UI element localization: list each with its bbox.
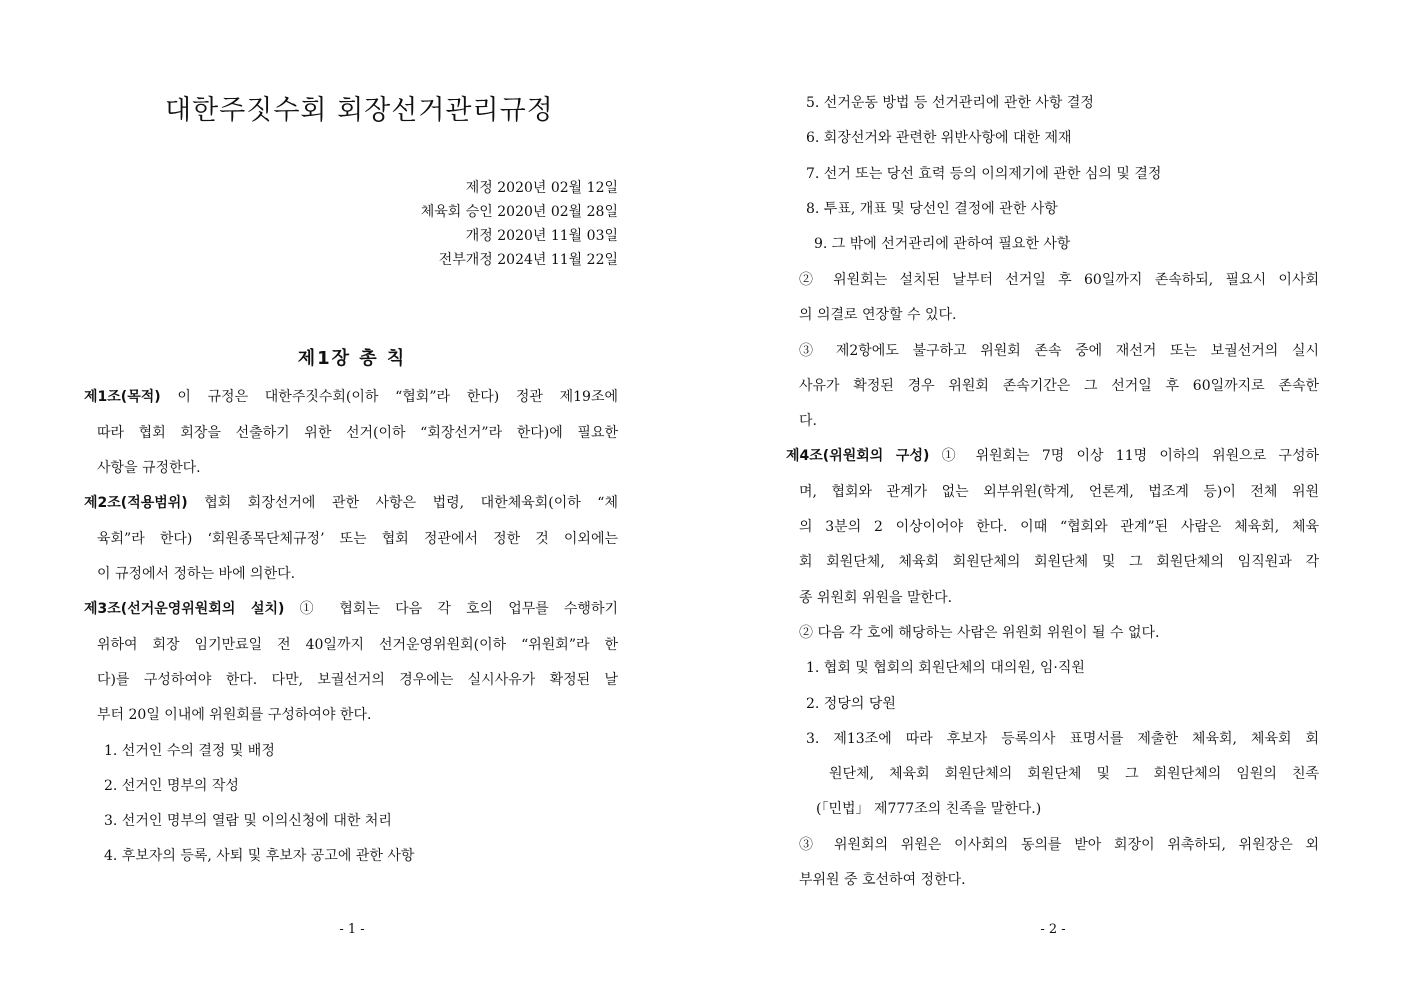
- article-4-para-3-line-2: 부위원 중 호선하여 정한다.: [799, 872, 966, 888]
- article-4-item-1: 1. 협회 및 협회의 회원단체의 대의원, 임·직원: [806, 660, 1085, 676]
- article-3-item-7: 7. 선거 또는 당선 효력 등의 이의제기에 관한 심의 및 결정: [806, 166, 1162, 182]
- article-3-item-4: 4. 후보자의 등록, 사퇴 및 후보자 공고에 관한 사항: [104, 848, 415, 864]
- article-4-item-3-line-2: 원단체, 체육회 회원단체의 회원단체 및 그 회원단체의 임원의 친족: [829, 766, 1319, 782]
- article-2-line-1: [84, 492, 618, 514]
- article-4-line-3: 의 3분의 2 이상이어야 한다. 이때 “협회와 관계”된 사람은 체육회, 체육: [799, 519, 1319, 535]
- document-title: 대한주짓수회 회장선거관리규정: [165, 95, 554, 126]
- date-amended: 개정 2020년 11월 03일: [465, 228, 618, 244]
- article-1-line-3: 사항을 규정한다.: [97, 460, 201, 476]
- article-4-para-2: ② 다음 각 호에 해당하는 사람은 위원회 위원이 될 수 없다.: [799, 625, 1160, 641]
- article-4-line-4: 회 회원단체, 체육회 회원단체의 회원단체 및 그 회원단체의 임직원과 각: [799, 554, 1319, 570]
- page-1: [0, 0, 700, 992]
- page-number-2: - 2 -: [1040, 922, 1066, 937]
- page-number-1: - 1 -: [339, 922, 365, 937]
- article-2-heading: 제2조(적용범위): [84, 495, 188, 511]
- article-3-item-2: 2. 선거인 명부의 작성: [104, 778, 239, 794]
- article-3-item-9: 9. 그 밖에 선거관리에 관하여 필요한 사항: [814, 236, 1071, 252]
- article-4-heading: 제4조(위원회의 구성): [786, 448, 930, 464]
- date-fully-amended: 전부개정 2024년 11월 22일: [438, 252, 618, 268]
- article-1-text: 이 규정은 대한주짓수회(이하 “협회”라 한다) 정관 제19조에: [177, 389, 619, 405]
- article-4-item-2: 2. 정당의 당원: [806, 696, 896, 712]
- article-4-item-3-line-1: 3. 제13조에 따라 후보자 등록의사 표명서를 제출한 체육회, 체육회 회: [806, 731, 1319, 747]
- article-1-line-1: [84, 386, 618, 408]
- article-3-line-1: [84, 598, 618, 620]
- article-3-para-2-line-1: ② 위원회는 설치된 날부터 선거일 후 60일까지 존속하되, 필요시 이사회: [799, 272, 1319, 288]
- article-1-heading: 제1조(목적): [84, 389, 161, 405]
- article-4-line-2: 며, 협회와 관계가 없는 외부위원(학계, 언론계, 법조계 등)이 전체 위원: [799, 484, 1319, 500]
- article-3-para-3-line-1: ③ 제2항에도 불구하고 위원회 존속 중에 재선거 또는 보궐선거의 실시: [799, 343, 1319, 359]
- article-2-line-3: 이 규정에서 정하는 바에 의한다.: [97, 566, 296, 582]
- article-4-item-3-line-3: (「민법」 제777조의 친족을 말한다.): [816, 801, 1042, 817]
- article-3-para-2-line-2: 의 의결로 연장할 수 있다.: [799, 307, 957, 323]
- article-1-line-2: 따라 협회 회장을 선출하기 위한 선거(이하 “회장선거”라 한다)에 필요한: [97, 425, 618, 441]
- article-3-text: ① 협회는 다음 각 호의 업무를 수행하기: [299, 601, 619, 617]
- article-3-para-3-line-2: 사유가 확정된 경우 위원회 존속기간은 그 선거일 후 60일까지로 존속한: [799, 378, 1319, 394]
- article-3-item-3: 3. 선거인 명부의 열람 및 이의신청에 대한 처리: [104, 813, 392, 829]
- article-3-item-5: 5. 선거운동 방법 등 선거관리에 관한 사항 결정: [806, 95, 1094, 111]
- article-3-line-3: 다)를 구성하여야 한다. 다만, 보궐선거의 경우에는 실시사유가 확정된 날: [97, 672, 618, 688]
- article-4-line-1: [786, 445, 1319, 467]
- article-3-line-4: 부터 20일 이내에 위원회를 구성하여야 한다.: [97, 707, 372, 723]
- date-approved: 체육회 승인 2020년 02월 28일: [420, 204, 618, 220]
- article-3-item-8: 8. 투표, 개표 및 당선인 결정에 관한 사항: [806, 201, 1058, 217]
- article-3-line-2: 위하여 회장 임기만료일 전 40일까지 선거운영위원회(이하 “위원회”라 한: [97, 637, 618, 653]
- article-4-para-3-line-1: ③ 위원회의 위원은 이사회의 동의를 받아 회장이 위촉하되, 위원장은 외: [799, 837, 1319, 853]
- article-4-line-5: 종 위원회 위원을 말한다.: [799, 590, 953, 606]
- enactment-dates: [421, 176, 618, 272]
- page-2: [702, 0, 1403, 992]
- article-2-line-2: 육회”라 한다) ‘회원종목단체규정’ 또는 협회 정관에서 정한 것 이외에는: [97, 531, 618, 547]
- chapter-title: 제1장 총 칙: [297, 348, 407, 369]
- article-3-heading: 제3조(선거운영위원회의 설치): [84, 601, 285, 617]
- article-4-text: ① 위원회는 7명 이상 11명 이하의 위원으로 구성하: [941, 448, 1319, 464]
- article-3-para-3-line-3: 다.: [799, 413, 817, 429]
- article-3-item-6: 6. 회장선거와 관련한 위반사항에 대한 제재: [806, 130, 1072, 146]
- article-2-text: 협회 회장선거에 관한 사항은 법령, 대한체육회(이하 “체: [204, 495, 618, 511]
- date-enacted: 제정 2020년 02월 12일: [465, 180, 618, 196]
- article-3-item-1: 1. 선거인 수의 결정 및 배정: [104, 743, 275, 759]
